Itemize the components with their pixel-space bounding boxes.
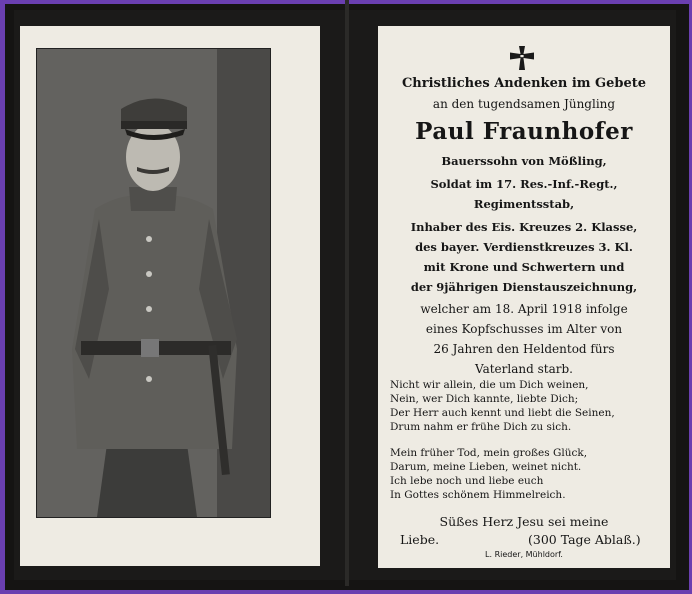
verse-two-line: In Gottes schönem Himmelreich. <box>390 489 566 501</box>
card-header: Christliches Andenken im Gebete <box>401 76 647 91</box>
iron-cross-icon <box>508 44 536 72</box>
staff-line: Regimentsstab, <box>473 197 575 211</box>
decoration-line-4: der 9jährigen Dienstauszeichnung, <box>410 280 638 294</box>
dedication-line: an den tugendsamen Jüngling <box>432 97 616 111</box>
origin-line: Bauerssohn von Mößling, <box>441 154 607 168</box>
soldier-portrait-photo <box>36 48 271 518</box>
prayer-line-1: Süßes Herz Jesu sei meine <box>439 514 609 529</box>
verse-one-line: Drum nahm er frühe Dich zu sich. <box>390 421 572 433</box>
prayer-line-2: Liebe. <box>400 532 440 547</box>
decoration-line-2: des bayer. Verdienstkreuzes 3. Kl. <box>415 240 633 254</box>
regiment-line: Soldat im 17. Res.-Inf.-Regt., <box>430 177 618 191</box>
verse-one-line: Nicht wir allein, die um Dich weinen, <box>390 379 589 391</box>
verse-two <box>390 446 587 502</box>
obituary-text-panel <box>378 26 670 568</box>
verse-one-line: Der Herr auch kennt und liebt die Seinen, <box>390 407 615 419</box>
verse-one <box>390 378 615 434</box>
death-line-3: 26 Jahren den Heldentod fürs <box>433 342 615 356</box>
indulgence-note: (300 Tage Ablaß.) <box>528 532 641 547</box>
death-line-1: welcher am 18. April 1918 infolge <box>420 302 628 316</box>
decoration-line-3: mit Krone und Schwertern und <box>423 260 625 274</box>
verse-one-line: Nein, wer Dich kannte, liebte Dich; <box>390 393 579 405</box>
decoration-line-1: Inhaber des Eis. Kreuzes 2. Klasse, <box>410 220 638 234</box>
death-line-4: Vaterland starb. <box>475 362 573 376</box>
death-line-2: eines Kopfschusses im Alter von <box>425 322 623 336</box>
verse-two-line: Mein früher Tod, mein großes Glück, <box>390 447 588 459</box>
verse-two-line: Ich lebe noch und liebe euch <box>390 475 544 487</box>
soldier-portrait-illustration <box>37 49 270 517</box>
verse-two-line: Darum, meine Lieben, weinet nicht. <box>390 461 582 473</box>
deceased-name: Paul Fraunhofer <box>415 118 633 145</box>
printer-imprint: L. Rieder, Mühldorf. <box>485 550 563 559</box>
